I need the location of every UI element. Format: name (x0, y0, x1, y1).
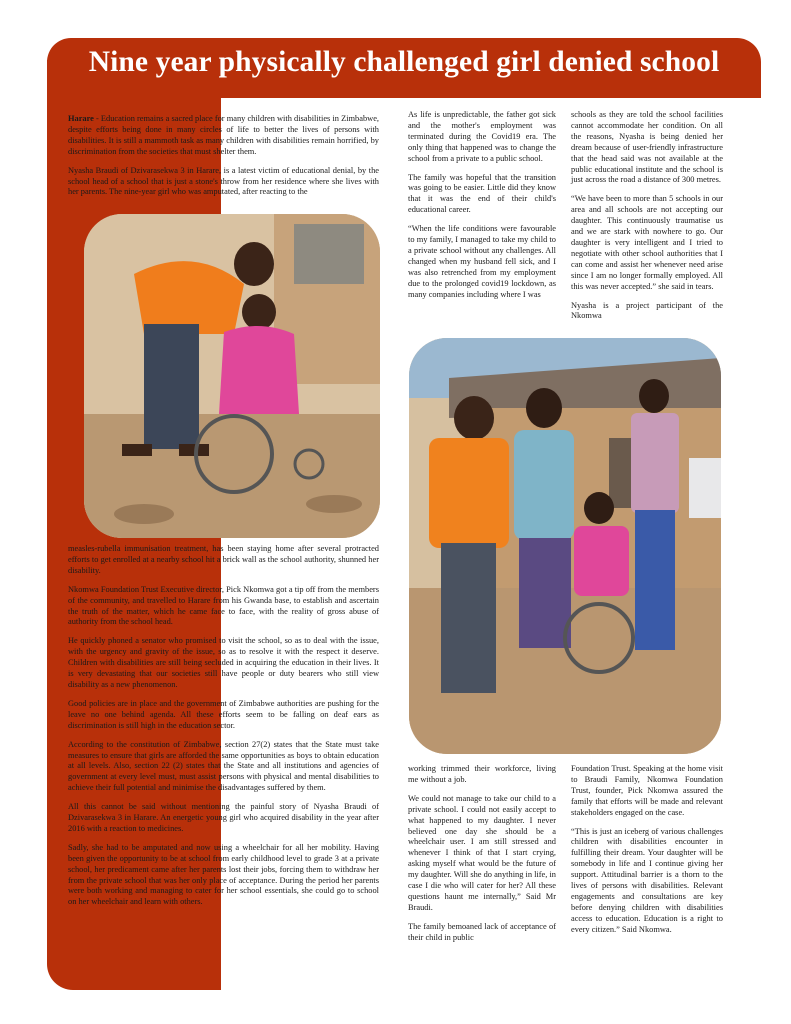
dateline: Harare (68, 114, 94, 123)
paragraph: As life is unpredictable, the father got sick and the mother's employment was terminated during the Covid19 era. The only thing that happened was to change the school from a private to a public school. (408, 110, 556, 163)
paragraph: The family bemoaned lack of acceptance of their child in public (408, 921, 556, 942)
paragraph: measles-rubella immunisation treatment, has been staying home after several protracted efforts to get enrolled at a nearby school hit a brick wall as the school authority, shunned her disability. (68, 544, 379, 575)
paragraph: Sadly, she had to be amputated and now using a wheelchair for all her mobility. Having been given the opportunity to be at school from early childhood level to grade 3 at a private school, her predicament came after her parents lost their jobs, forcing them to withdraw her from the private school that was her only place of acceptance. During the period her parents were both working and managing to cater for her school essentials, she could go to school on her wheelchair and learn with others. (68, 842, 379, 907)
paragraph: Nyasha is a project participant of the Nkomwa (571, 300, 723, 321)
paragraph-text: - Education remains a sacred place for many children with disabilities in Zimbabwe, despite efforts being done in many circles of life to better the lives of persons with disabilities. It is still a mammoth task as many children with disabilities remain horrified, by discrimination from the societies that must shelter them. (68, 114, 379, 156)
paragraph: He quickly phoned a senator who promised to visit the school, so as to deal with the issue, with the urgency and gravity of the issue, so as to resolve it with the respect it deserve. Children with disabilities are still being secluded in acquiring the education in their lives. It is very devastating that our societies still have people or duty bearers who still view disability as a new phenomenon. (68, 636, 379, 689)
paragraph: All this cannot be said without mentioning the painful story of Nyasha Braudi of Dzivarasekwa 3 in Harare. An energetic young girl who acquired disability in the year after 2016 with a reaction to medicines. (68, 802, 379, 833)
paragraph: Foundation Trust. Speaking at the home visit to Braudi Family, Nkomwa Foundation Trust, founder, Pick Nkomwa assured the family that efforts will be made and relevant stakeholders engaged on the case. (571, 764, 723, 817)
paragraph (68, 114, 379, 158)
column-2-bottom (408, 764, 556, 952)
paragraph: working trimmed their workforce, living me without a job. (408, 764, 556, 784)
column-1-top (68, 114, 379, 206)
paragraph: “This is just an iceberg of various challenges children with disabilities encounter in fulfilling their dream. Your daughter will be somebody in life and I continue giving her support. Attitudinal barrier is a thorn to the lives of persons with disabilities. Relevant engagements and consultations are key before denying children with disabilities access to education. Education is a right to every citizen.” Said Nkomwa. (571, 826, 723, 934)
paragraph: The family was hopeful that the transition was going to be easier. Little did they know that it was the end of their child's educational career. (408, 172, 556, 215)
paragraph: schools as they are told the school facilities cannot accommodate her condition. On all the reasons, Nyasha is being denied her dream because of user-friendly infrastructure that the head said was not available at the public educational institute and the school is just across the road a distance of 300 metres. (571, 110, 723, 185)
article-title: Nine year physically challenged girl denied school (88, 46, 720, 78)
column-3-top (571, 110, 723, 330)
paragraph: According to the constitution of Zimbabwe, section 27(2) states that the State must take measures to ensure that girls are afforded the same opportunities as boys to obtain education at all levels. Also, section 22 (2) states that the State and all institutions and agencies of government at every level must, must assist persons with physical and mental disabilities to achieve their full potential and minimise the disadvantages suffered by them. (68, 739, 379, 793)
column-2-top (408, 110, 556, 309)
photo-man-with-girl-in-wheelchair (84, 214, 380, 538)
column-1-bottom (68, 544, 379, 916)
paragraph: “We have been to more than 5 schools in our area and all schools are not accepting our daughter. This continuously traumatise us and we are stark with nowhere to go. Our daughter is very intelligent and I tried to negotiate with other school authorities that I can come and assist her whenever need arise since I am no longer formally employed. All this was never accepted.” she said in tears. (571, 194, 723, 291)
paragraph: Good policies are in place and the government of Zimbabwe authorities are pushing for the leave no one behind agenda. All these efforts seem to be falling on deaf ears as discrimination is still high in the education sector. (68, 698, 379, 730)
photo-illustration (84, 214, 380, 538)
column-3-bottom (571, 764, 723, 944)
paragraph: “When the life conditions were favourable to my family, I managed to take my child to a private school without any challenges. All changed when my husband fell sick, and I was also retrenched from my employment due to the prolonged covid19 lockdown, as many companies including where I was (408, 224, 556, 299)
paragraph: Nyasha Braudi of Dzivarasekwa 3 in Harare, is a latest victim of educational denial, by the school head of a school that is just a stone's throw from her residence where she lives with her parents. The nine-year girl who was amputated, after reacting to the (68, 165, 379, 197)
paragraph: Nkomwa Foundation Trust Executive director, Pick Nkomwa got a tip off from the members of the community, and travelled to Harare from his Gwanda base, to establish and ascertain the truth of the matter, which he came face to face, with the reality of gross abuse of authority from the school head. (68, 584, 379, 627)
photo-family-group (409, 338, 721, 754)
photo-illustration (409, 338, 721, 754)
paragraph: We could not manage to take our child to a private school. I could not easily accept to what happened to my daughter. I never believed one day she should be a wheelchair user. I am still stressed and whenever I think of that I start crying, asking myself what would be the future of my daughter. Will she do anything in life, in case I die who will cater for her? All these questions haunt me internally,” Said Mr Braudi. (408, 793, 556, 912)
